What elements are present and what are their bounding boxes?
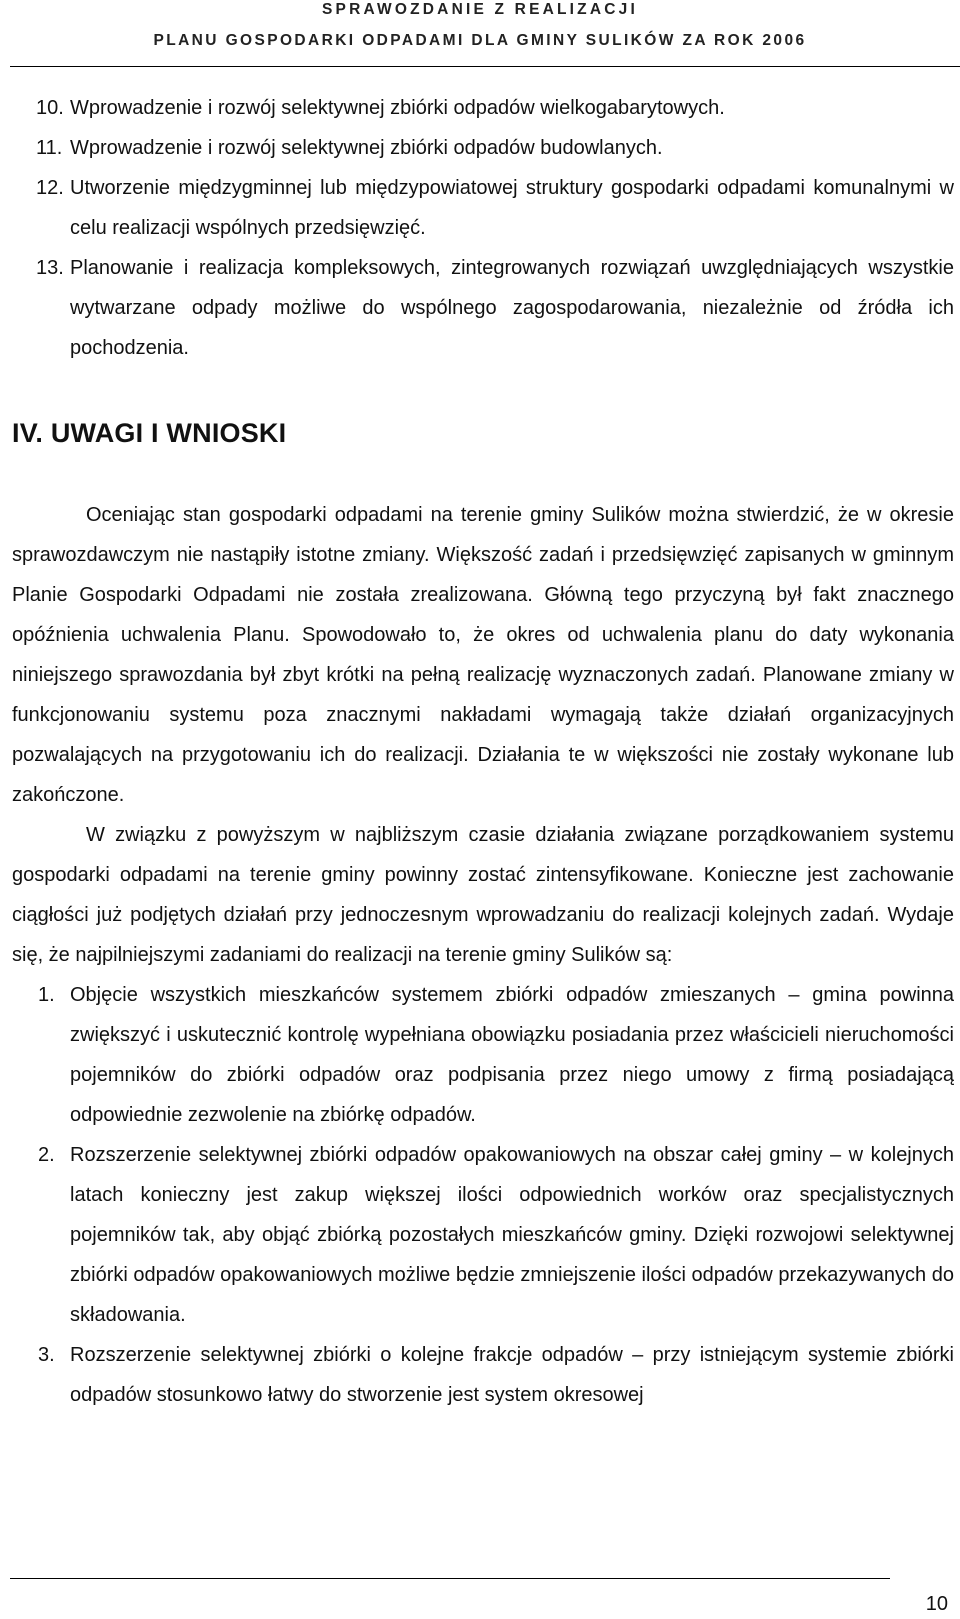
header-divider xyxy=(10,66,960,67)
list-item xyxy=(12,248,954,368)
list-item-number: 11. xyxy=(36,137,63,159)
list-item-text: Objęcie wszystkich mieszkańców systemem zbiórki odpadów zmieszanych – gmina powinna zwiększyć i uskutecznić kontrolę wypełniana obowiązku posiadania przez właścicieli nieruchomości pojemników do zbiórki odpadów oraz podpisania przez niego umowy z firmą posiadającą odpowiednie zezwolenie na zbiórkę odpadów. xyxy=(70,984,954,1126)
priority-tasks-list xyxy=(12,975,954,1415)
list-item-number: 10. xyxy=(36,97,64,119)
document-body xyxy=(12,88,954,1415)
section-heading: IV. UWAGI I WNIOSKI xyxy=(12,418,287,448)
list-item xyxy=(12,168,954,248)
list-item-text: Wprowadzenie i rozwój selektywnej zbiórki odpadów budowlanych. xyxy=(70,137,663,159)
header-title-line2: PLANU GOSPODARKI ODPADAMI DLA GMINY SULIKÓW ZA ROK 2006 xyxy=(153,32,807,49)
list-item xyxy=(12,128,954,168)
goals-list-continued xyxy=(12,88,954,368)
list-item-number: 1. xyxy=(38,984,55,1006)
header-title-line1: SPRAWOZDANIE Z REALIZACJI xyxy=(322,1,638,18)
paragraph: Oceniając stan gospodarki odpadami na terenie gminy Sulików można stwierdzić, że w okresie sprawozdawczym nie nastąpiły istotne zmiany. Większość zadań i przedsięwzięć zapisanych w gminnym Planie Gospodarki Odpadami nie została zrealizowana. Główną tego przyczyną był fakt znacznego opóźnienia uchwalenia Planu. Spowodowało to, że okres od uchwalenia planu do daty wykonania niniejszego sprawozdania był zbyt krótki na pełną realizację wyznaczonych zadań. Planowane zmiany w funkcjonowaniu systemu poza znacznymi nakładami wymagają także działań organizacyjnych pozwalających na przygotowaniu ich do realizacji. Działania te w większości nie zostały wykonane lub zakończone. xyxy=(12,504,954,806)
list-item xyxy=(12,1335,954,1415)
page-number: 10 xyxy=(925,1593,948,1615)
list-item-number: 13. xyxy=(36,257,64,279)
list-item-text: Utworzenie międzygminnej lub międzypowiatowej struktury gospodarki odpadami komunalnymi w celu realizacji wspólnych przedsięwzięć. xyxy=(70,177,954,239)
list-item-text: Rozszerzenie selektywnej zbiórki odpadów opakowaniowych na obszar całej gminy – w kolejnych latach konieczny jest zakup większej ilości odpowiednich worków oraz specjalistycznych pojemników tak, aby objąć zbiórką pozostałych mieszkańców gminy. Dzięki rozwojowi selektywnej zbiórki odpadów opakowaniowych możliwe będzie zmniejszenie ilości odpadów przekazywanych do składowania. xyxy=(70,1144,954,1326)
list-item-number: 2. xyxy=(38,1144,55,1166)
list-item-number: 12. xyxy=(36,177,64,199)
footer-divider xyxy=(10,1578,890,1579)
list-item xyxy=(12,975,954,1135)
list-item xyxy=(12,1135,954,1335)
list-item-text: Planowanie i realizacja kompleksowych, zintegrowanych rozwiązań uwzględniających wszystkie wytwarzane odpady możliwe do wspólnego zagospodarowania, niezależnie od źródła ich pochodzenia. xyxy=(70,257,954,359)
list-item xyxy=(12,88,954,128)
list-item-number: 3. xyxy=(38,1344,55,1366)
list-item-text: Wprowadzenie i rozwój selektywnej zbiórki odpadów wielkogabarytowych. xyxy=(70,97,725,119)
paragraph: W związku z powyższym w najbliższym czasie działania związane porządkowaniem systemu gospodarki odpadami na terenie gminy powinny zostać zintensyfikowane. Konieczne jest zachowanie ciągłości już podjętych działań przy jednoczesnym wprowadzaniu do realizacji kolejnych zadań. Wydaje się, że najpilniejszymi zadaniami do realizacji na terenie gminy Sulików są: xyxy=(12,824,954,966)
list-item-text: Rozszerzenie selektywnej zbiórki o kolejne frakcje odpadów – przy istniejącym systemie zbiórki odpadów stosunkowo łatwy do stworzenie jest system okresowej xyxy=(70,1344,954,1406)
